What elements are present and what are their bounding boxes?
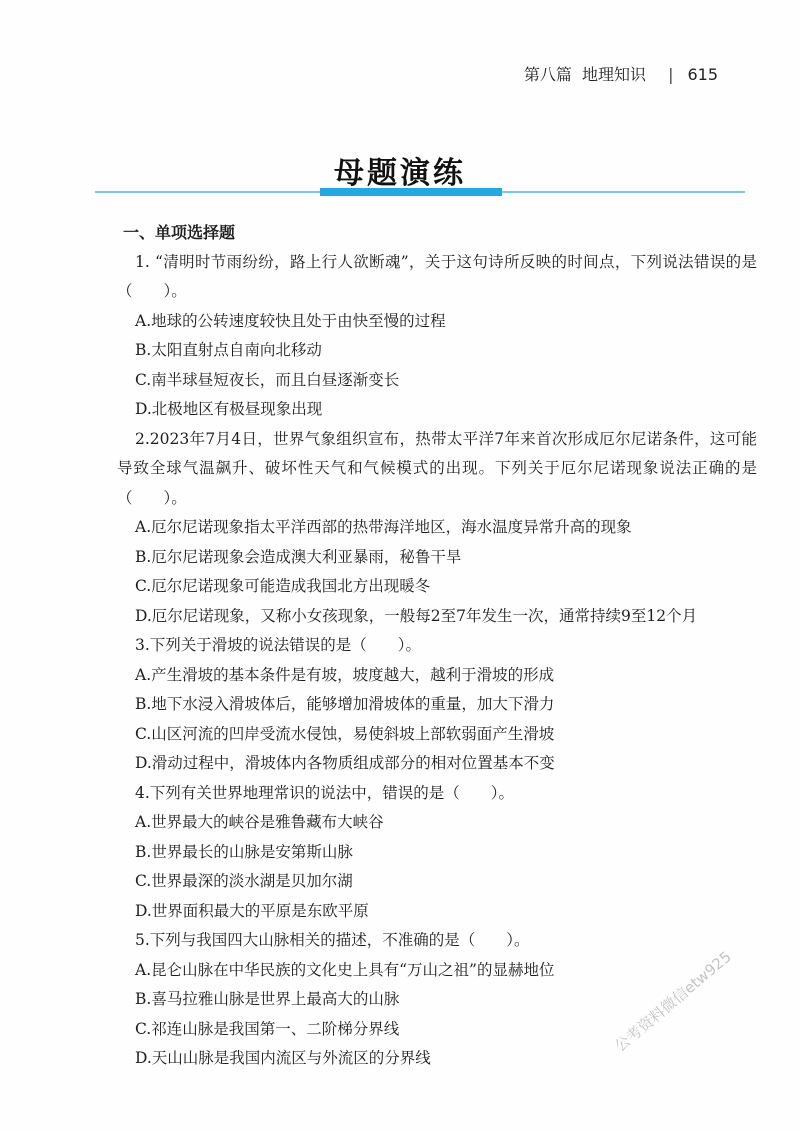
section-heading: 一、单项选择题 bbox=[123, 223, 236, 242]
option: D.厄尔尼诺现象，又称小女孩现象，一般每2至7年发生一次，通常持续9至12个月 bbox=[135, 606, 698, 625]
question bbox=[117, 631, 757, 779]
option: B.地下水浸入滑坡体后，能够增加滑坡体的重量，加大下滑力 bbox=[135, 695, 555, 713]
question bbox=[117, 248, 757, 425]
option: B.世界最长的山脉是安第斯山脉 bbox=[135, 842, 353, 861]
option: B.太阳直射点自南向北移动 bbox=[135, 341, 322, 359]
option: A.世界最大的峡谷是雅鲁藏布大峡谷 bbox=[135, 813, 384, 831]
question-stem: 4.下列有关世界地理常识的说法中，错误的是（ ）。 bbox=[135, 783, 515, 802]
option: D.北极地区有极昼现象出现 bbox=[135, 400, 323, 418]
question-stem: 5.下列与我国四大山脉相关的描述，不准确的是（ ）。 bbox=[135, 931, 530, 949]
option: D.天山山脉是我国内流区与外流区的分界线 bbox=[135, 1049, 431, 1067]
option: C.山区河流的凹岸受流水侵蚀，易使斜坡上部软弱面产生滑坡 bbox=[135, 724, 555, 743]
option: A.地球的公转速度较快且处于由快至慢的过程 bbox=[135, 311, 446, 330]
page-title: 母题演练 bbox=[334, 156, 466, 191]
section-label: 地理知识 bbox=[582, 65, 647, 84]
question-stem: 3.下列关于滑坡的说法错误的是（ ）。 bbox=[135, 636, 422, 654]
question bbox=[117, 779, 757, 927]
page-number: 615 bbox=[687, 65, 718, 84]
question-stem: 1. “清明时节雨纷纷，路上行人欲断魂”，关于这句诗所反映的时间点，下列说法错误的是（ ）。 bbox=[117, 252, 757, 300]
header-separator: | bbox=[668, 65, 674, 84]
option: D.滑动过程中，滑坡体内各物质组成部分的相对位置基本不变 bbox=[135, 754, 555, 772]
option: B.厄尔尼诺现象会造成澳大利亚暴雨，秘鲁干旱 bbox=[135, 547, 462, 566]
watermark-text: 公考资料微信etw925 bbox=[611, 947, 735, 1056]
option: C.世界最深的淡水湖是贝加尔湖 bbox=[135, 872, 353, 890]
option: C.厄尔尼诺现象可能造成我国北方出现暖冬 bbox=[135, 577, 431, 595]
title-block bbox=[0, 140, 800, 200]
running-header bbox=[524, 62, 718, 85]
content-body bbox=[117, 218, 757, 1074]
chapter-label: 第八篇 bbox=[523, 65, 572, 84]
option: A.产生滑坡的基本条件是有坡，坡度越大，越利于滑坡的形成 bbox=[135, 665, 555, 684]
question bbox=[117, 425, 757, 632]
question-stem: 2.2023年7月4日，世界气象组织宣布，热带太平洋7年来首次形成厄尔尼诺条件，这可能导致全球气温飙升、破坏性天气和气候模式的出现。下列关于厄尔尼诺现象说法正确的是（ ）。 bbox=[117, 429, 757, 507]
option: B.喜马拉雅山脉是世界上最高大的山脉 bbox=[135, 990, 400, 1008]
option: C.南半球昼短夜长，而且白昼逐渐变长 bbox=[135, 370, 400, 389]
option: D.世界面积最大的平原是东欧平原 bbox=[135, 901, 369, 920]
option: A.昆仑山脉在中华民族的文化史上具有“万山之祖”的显赫地位 bbox=[135, 960, 555, 979]
option: C.祁连山脉是我国第一、二阶梯分界线 bbox=[135, 1019, 400, 1038]
option: A.厄尔尼诺现象指太平洋西部的热带海洋地区，海水温度异常升高的现象 bbox=[135, 518, 632, 536]
